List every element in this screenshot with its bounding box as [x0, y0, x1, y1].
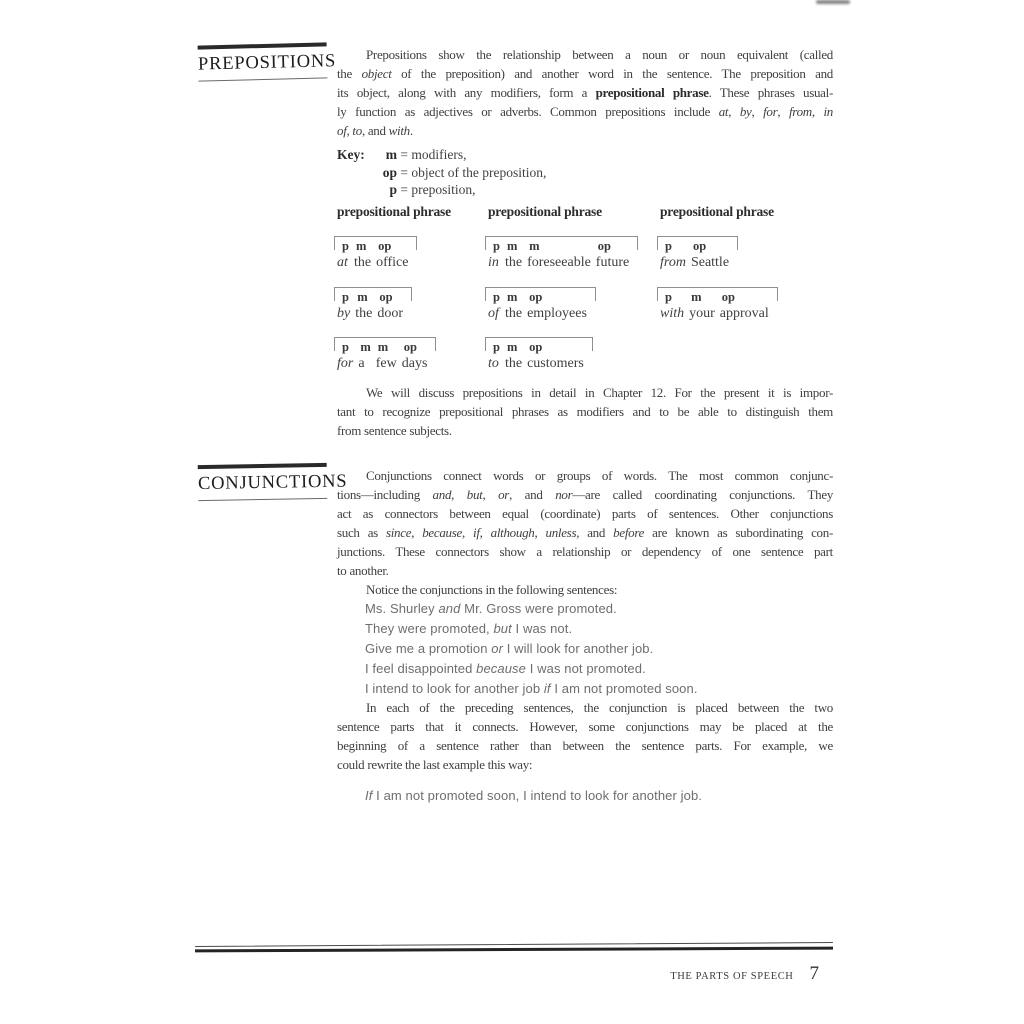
diagram-word: the	[504, 306, 523, 321]
text-line: ly function as adjectives or adverbs. Common prepositions include at, by, for, from, in	[337, 104, 834, 119]
text-line: sentence parts that it connects. However, some conjunctions may be placed at the	[337, 719, 833, 734]
prepositions-outro-paragraph	[337, 383, 833, 440]
text-line: Notice the conjunctions in the following sentences:	[366, 582, 618, 597]
text-line: tant to recognize prepositional phrases as modifiers and to be able to distinguish them	[337, 404, 833, 419]
prepositional-phrase-diagram	[337, 236, 408, 271]
diagram-label: p	[665, 290, 672, 304]
conjunctions-body2-paragraph	[337, 698, 833, 774]
text-line: I feel disappointed because I was not promoted.	[365, 661, 646, 676]
diagram-label: op	[692, 239, 707, 253]
diagram-column-header: prepositional phrase	[337, 204, 451, 219]
diagram-label: m	[357, 290, 368, 304]
diagram-word: your	[689, 306, 715, 321]
text-line: If I am not promoted soon, I intend to look for another job.	[365, 788, 702, 803]
prepositional-phrase-diagrams	[337, 236, 833, 378]
diagram-label: p	[493, 290, 500, 304]
heading-rule-top	[198, 463, 327, 469]
diagram-label: op	[529, 290, 543, 304]
diagram-word: few	[375, 356, 397, 371]
diagram-label: m	[506, 290, 518, 304]
diagram-label: p	[342, 290, 349, 304]
diagram-word: the	[504, 255, 523, 270]
key-entry: Key: m = modifiers,	[337, 147, 467, 162]
conjunctions-heading-label: CONJUNCTIONS	[197, 471, 348, 494]
key-entry: p = preposition,	[389, 182, 476, 197]
diagram-word: days	[401, 356, 428, 371]
diagram-label: op	[403, 340, 417, 354]
diagram-word: for	[337, 356, 354, 371]
text-line: of, to, and with.	[337, 123, 413, 138]
diagram-word: in	[488, 255, 499, 270]
conjunctions-heading	[197, 463, 348, 501]
diagram-label: m	[506, 340, 518, 354]
key-block	[337, 146, 833, 199]
diagram-label: p	[493, 239, 500, 253]
diagram-label: p	[493, 340, 500, 354]
text-line: I intend to look for another job if I am not promoted soon.	[365, 681, 698, 696]
text-line: Give me a promotion or I will look for another job.	[365, 641, 654, 656]
diagram-word: future	[595, 255, 630, 270]
diagram-word: at	[337, 255, 348, 270]
conjunction-example-sentences	[365, 599, 833, 699]
diagram-label: p	[665, 239, 672, 253]
text-line: Prepositions show the relationship between a noun or noun equivalent (called	[366, 47, 833, 62]
diagram-word: from	[660, 255, 686, 270]
diagram-word: by	[337, 306, 351, 321]
conjunctions-body-paragraph	[337, 466, 833, 599]
diagram-label: m	[355, 239, 367, 253]
text-line: the object of the preposition) and another word in the sentence. The preposition and	[337, 66, 833, 81]
diagram-word: the	[353, 255, 372, 270]
diagram-word: office	[376, 255, 409, 270]
text-line: from sentence subjects.	[337, 423, 452, 438]
diagram-label: op	[529, 340, 543, 354]
footer-running-title: THE PARTS OF SPEECH	[670, 971, 794, 982]
diagram-label: p	[342, 239, 349, 253]
diagram-label: m	[529, 239, 540, 253]
diagram-label: op	[721, 290, 735, 304]
diagram-word: to	[488, 356, 499, 371]
scan-artifact	[816, 0, 850, 4]
diagram-word: the	[355, 306, 373, 321]
prepositional-phrase-diagram	[488, 236, 629, 271]
heading-rule-bottom	[198, 77, 327, 82]
diagram-label: op	[597, 239, 611, 253]
diagram-label: m	[377, 340, 389, 354]
diagram-word: foreseeable	[527, 255, 591, 270]
diagram-label: m	[691, 290, 702, 304]
diagram-label: m	[360, 340, 371, 354]
diagram-word: a	[358, 356, 365, 371]
diagram-word: door	[377, 306, 403, 321]
text-line: tions—including and, but, or, and nor—are called coordinating conjunctions. They	[337, 487, 834, 502]
diagram-label: op	[379, 290, 393, 304]
text-line: its object, along with any modifiers, form a prepositional phrase. These phrases usual-	[337, 85, 833, 100]
text-line: junctions. These connectors show a relationship or dependency of one sentence part	[337, 544, 833, 559]
diagram-word: the	[504, 356, 523, 371]
prepositional-phrase-diagram	[488, 287, 587, 322]
diagram-column-headers	[337, 204, 833, 224]
text-line: beginning of a sentence rather than between the sentence parts. For example, we	[337, 738, 833, 753]
text-line: act as connectors between equal (coordinate) parts of sentences. Other conjunctions	[337, 506, 833, 521]
diagram-label: p	[342, 340, 349, 354]
text-line: Conjunctions connect words or groups of words. The most common conjunc-	[366, 468, 833, 483]
prepositions-intro-paragraph	[337, 45, 833, 140]
diagram-label: op	[378, 239, 392, 253]
prepositional-phrase-diagram	[337, 287, 403, 322]
text-line: could rewrite the last example this way:	[337, 757, 533, 772]
diagram-word: of	[488, 306, 499, 321]
diagram-column-header: prepositional phrase	[660, 204, 774, 219]
diagram-word: customers	[527, 356, 584, 371]
footer-rule-thick	[195, 947, 833, 953]
heading-rule-top	[198, 42, 327, 49]
heading-rule-bottom	[198, 497, 327, 501]
diagram-word: approval	[719, 306, 769, 321]
diagram-label: m	[506, 239, 518, 253]
diagram-column-header: prepositional phrase	[488, 204, 602, 219]
footer	[337, 963, 819, 985]
text-line: Ms. Shurley and Mr. Gross were promoted.	[365, 601, 617, 616]
footer-page-number: 7	[809, 963, 819, 984]
prepositional-phrase-diagram	[660, 236, 729, 271]
diagram-word: employees	[527, 306, 587, 321]
prepositional-phrase-diagram	[488, 337, 584, 372]
text-line: to another.	[337, 563, 389, 578]
prepositional-phrase-diagram	[337, 337, 427, 372]
prepositions-heading-label: PREPOSITIONS	[197, 50, 337, 75]
prepositional-phrase-diagram	[660, 287, 769, 322]
prepositions-heading	[197, 42, 337, 81]
diagram-word: Seattle	[690, 255, 730, 270]
diagram-word: with	[660, 306, 685, 321]
text-line: They were promoted, but I was not.	[365, 621, 573, 636]
text-line: such as since, because, if, although, unless, and before are known as subordinating con-	[337, 525, 833, 540]
rewritten-example-sentence	[365, 786, 833, 806]
text-line: In each of the preceding sentences, the conjunction is placed between the two	[366, 700, 833, 715]
text-line: We will discuss prepositions in detail in Chapter 12. For the present it is impor-	[366, 385, 833, 400]
key-entry: op = object of the preposition,	[382, 164, 547, 180]
